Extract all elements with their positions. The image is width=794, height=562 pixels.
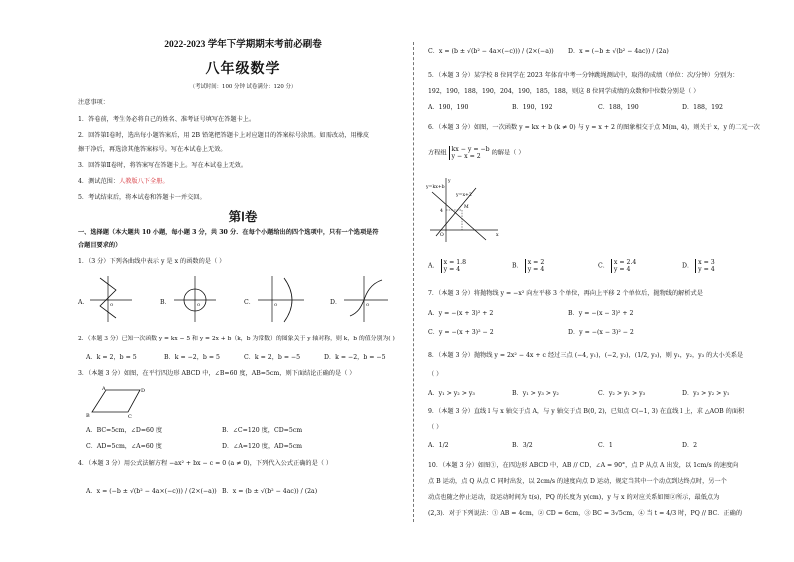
q10-line-1: 10．（本题 3 分）如图①，在四边形 ABCD 中，AB // CD，∠A = 90°，点 P 从点 A 出发，以 1cm/s 的速度向 <box>428 462 739 469</box>
q6-option-c-system <box>611 259 636 273</box>
q6-x-axis-label: x <box>496 233 499 238</box>
q5-stem-a: 5．（本题 3 分）某学校 8 位同学在 2023 年体育中考一分钟跳绳测试中，取得的成绩（单位：次/分钟）分别为： <box>428 72 739 79</box>
notes-heading: 注意事项： <box>78 99 109 106</box>
q6-y-tick: 4 <box>440 209 443 214</box>
q4-option-a: A．x = (−b ± √(b² − 4a×(−c))) / (2×(−a)) <box>86 488 217 495</box>
svg-text:O: O <box>110 302 114 307</box>
q6-option-d-system <box>695 259 715 273</box>
q3-vertex-b: B <box>86 413 90 419</box>
q6-option-a-row2: y = 4 <box>443 266 461 274</box>
q1-graph-b <box>170 272 220 324</box>
q6-equation-system <box>449 146 490 160</box>
q5-option-b: B．190，192 <box>512 104 553 111</box>
column-divider <box>413 42 414 522</box>
q6-option-a-label: A． <box>428 262 439 270</box>
q6-eq1: kx − y = −b <box>451 146 490 153</box>
q1-label-b: B． <box>160 299 171 306</box>
section-intro-a: 一、选择题（本大题共 10 小题，每小题 3 分，共 30 分．在每个小题给出的四个选项中，只有一个选项是符 <box>78 229 379 236</box>
note-1: 1．答卷前，考生务必将自己的姓名、准考证号填写在答题卡上。 <box>78 116 256 123</box>
q3-option-a: A．BC=5cm，∠D=60 度 <box>86 427 163 434</box>
q6-option-d <box>682 259 715 273</box>
q2-option-c: C．k = 2，b = −5 <box>244 354 301 361</box>
exam-info: （考试时间：100 分钟 试卷满分：120 分） <box>189 84 297 90</box>
q7-stem: 7．（本题 3 分）将抛物线 y = −x² 向左平移 3 个单位，再向上平移 2 个单位后，抛物线的解析式是 <box>428 290 703 297</box>
q7-option-c: C．y = −(x + 3)² − 2 <box>428 329 494 336</box>
q6-stem-b2: 的解是（ ） <box>491 149 525 157</box>
q9-stem: 9．（本题 3 分）直线 l 与 x 轴交于点 A，与 y 轴交于点 B(0, 2)，已知点 C(−1, 3) 在直线 l 上，求 △AOB 的面积 <box>428 408 745 415</box>
q2-option-d: D．k = −2，b = −5 <box>324 354 386 361</box>
q1-stem: 1．（3 分）下列各曲线中表示 y 是 x 的函数的是（ ） <box>78 258 226 265</box>
q6-point-m: M <box>464 205 469 210</box>
q6-stem-a: 6．（本题 3 分）如图，一次函数 y = kx + b (k ≠ 0) 与 y = x + 2 的图象相交于点 M(m, 4)，则关于 x，y 的二元一次 <box>428 124 760 131</box>
section-intro-b: 合题目要求的） <box>78 242 122 249</box>
note-2b: 擦干净后，再选涂其他答案标号。写在本试卷上无效。 <box>78 146 227 153</box>
q6-option-a-row1: x = 1.8 <box>443 259 467 266</box>
q7-option-b: B．y = −(x − 3)² + 2 <box>568 310 634 317</box>
q6-option-a-system <box>441 259 466 273</box>
q3-stem: 3．（本题 3 分）如图，在平行四边形 ABCD 中，∠B=60 度，AB=5cm，则下面结论正确的是（ ） <box>78 370 356 377</box>
q6-stem-b1: 方程组 <box>428 149 447 157</box>
q5-option-c: C．188，190 <box>598 104 639 111</box>
q3-parallelogram-figure <box>86 384 146 420</box>
note-5: 5．考试结束后，将本试卷和答题卡一并交回。 <box>78 194 206 201</box>
q3-option-c: C．AD=5cm，∠A=60 度 <box>86 443 162 450</box>
left-column <box>78 0 408 562</box>
q3-vertex-c: C <box>128 414 132 420</box>
q4-stem: 4．（本题 3 分）用公式法解方程 −ax² + bx − c = 0 (a ≠ 0)，下列代入公式正确的是（ ） <box>78 460 333 467</box>
q6-line2-label: y=x+2 <box>456 193 472 198</box>
q5-option-a: A．190，190 <box>428 104 469 111</box>
q7-option-a: A．y = −(x + 3)² + 2 <box>428 310 494 317</box>
q4-option-b: B．x = (b ± √(b² − 4ac)) / (2a) <box>222 488 318 495</box>
q6-option-a <box>428 259 466 273</box>
svg-text:O: O <box>274 302 278 307</box>
q2-option-b: B．k = −2，b = 5 <box>164 354 220 361</box>
q5-option-d: D．188，192 <box>682 104 723 111</box>
q10-line-3: 动点也随之停止运动，设运动时间为 t(s)，PQ 的长度为 y(cm)，y 与 x 的对应关系如图②所示，最低点为 <box>428 494 720 501</box>
exam-title: 2022-2023 学年下学期期末考前必刷卷 <box>164 40 322 50</box>
q6-option-b-label: B． <box>512 262 523 270</box>
q6-option-d-row1: x = 3 <box>698 259 715 266</box>
q6-option-b-row2: y = 4 <box>527 266 545 274</box>
q9-option-d: D．2 <box>682 442 698 449</box>
q10-line-4: (2,3)．对于下列说法：① AB = 4cm，② CD = 6cm，③ BC = 3√5cm，④ 当 t = 4/3 时，PQ // BC．正确的 <box>428 510 743 517</box>
q1-graph-d <box>340 272 392 324</box>
q4-option-c: C．x = (b ± √(b² − 4a×(−c))) / (2×(−a)) <box>428 48 554 55</box>
q8-option-b: B．y₁ > y₃ > y₂ <box>512 390 559 397</box>
note-3: 3．回答第Ⅱ卷时，将答案写在答题卡上。写在本试卷上无效。 <box>78 162 248 169</box>
q6-option-d-row2: y = 4 <box>698 266 715 274</box>
q6-eq2: y − x = 2 <box>451 153 481 161</box>
q2-stem: 2．（本题 3 分）已知一次函数 y = kx − 5 和 y = 2x + b（k，b 为常数）的图象关于 y 轴对称，则 k，b 的值分别为( ) <box>78 336 395 342</box>
q8-paren: （ ） <box>428 371 443 378</box>
q9-option-b: B．3/2 <box>512 442 533 449</box>
q1-graph-c <box>254 272 308 324</box>
q8-option-a: A．y₁ > y₂ > y₃ <box>428 390 475 397</box>
svg-text:O: O <box>197 302 201 307</box>
q6-line1-label: y=kx+b <box>426 185 445 190</box>
q3-vertex-d: D <box>141 388 146 394</box>
q1-label-d: D． <box>330 299 342 306</box>
q6-option-c-row2: y = 4 <box>613 266 631 274</box>
q6-option-c-label: C． <box>598 262 609 270</box>
q5-stem-b: 192，190，188，190，204，190，185，188，则这 8 位同学成绩的众数和中位数分别是（ ） <box>428 88 700 95</box>
q6-graph-figure <box>426 174 502 246</box>
q9-paren: （ ） <box>428 424 443 431</box>
q6-option-c <box>598 259 636 273</box>
q8-option-c: C．y₂ > y₁ > y₃ <box>598 390 646 397</box>
q6-stem-b <box>428 146 525 160</box>
note-4-prefix: 4．测试范围： <box>78 178 120 185</box>
q3-option-d: D．∠A=120 度，AD=5cm <box>222 443 303 450</box>
q6-origin: O <box>440 233 444 238</box>
q6-y-axis-label: y <box>448 179 451 184</box>
note-4-scope: 人教版八下全册。 <box>119 178 169 185</box>
right-column <box>422 0 772 562</box>
q10-line-2: 点 B 运动，点 Q 从点 C 同时出发，以 2cm/s 的速度向点 D 运动，规定当其中一个动点到达终点时，另一个 <box>428 478 727 485</box>
volume-title: 第Ⅰ卷 <box>228 210 258 224</box>
subject-title: 八年级数学 <box>205 61 281 77</box>
note-4 <box>78 178 169 186</box>
q6-option-b-row1: x = 2 <box>527 259 545 266</box>
q9-option-a: A．1/2 <box>428 442 449 449</box>
q8-option-d: D．y₃ > y₂ > y₁ <box>682 390 730 397</box>
q3-vertex-a: A <box>102 386 106 392</box>
q1-graph-a <box>86 272 136 324</box>
q3-option-b: B．∠C=120 度，CD=5cm <box>222 427 303 434</box>
q6-option-d-label: D． <box>682 262 694 270</box>
q6-option-b <box>512 259 544 273</box>
q9-option-c: C．1 <box>598 442 613 449</box>
note-2a: 2．回答第Ⅰ卷时，选出每小题答案后，用 2B 铅笔把答题卡上对应题目的答案标号涂黑。如需改动，用橡皮 <box>78 132 370 139</box>
q6-option-b-system <box>525 259 545 273</box>
q6-option-c-row1: x = 2.4 <box>613 259 637 266</box>
q2-option-a: A．k = 2，b = 5 <box>86 354 137 361</box>
q4-option-d: D．x = (−b ± √(b² − 4ac)) / (2a) <box>568 48 669 55</box>
q8-stem: 8．（本题 3 分）抛物线 y = 2x² − 4x + c 经过三点 (−4, y₁)，(−2, y₂)，(1/2, y₃)，则 y₁，y₂，y₃ 的大小关系是 <box>428 352 744 359</box>
q7-option-d: D．y = −(x − 3)² − 2 <box>568 329 634 336</box>
q1-label-c: C． <box>244 299 255 306</box>
q1-label-a: A． <box>78 299 89 306</box>
svg-text:O: O <box>366 302 370 307</box>
